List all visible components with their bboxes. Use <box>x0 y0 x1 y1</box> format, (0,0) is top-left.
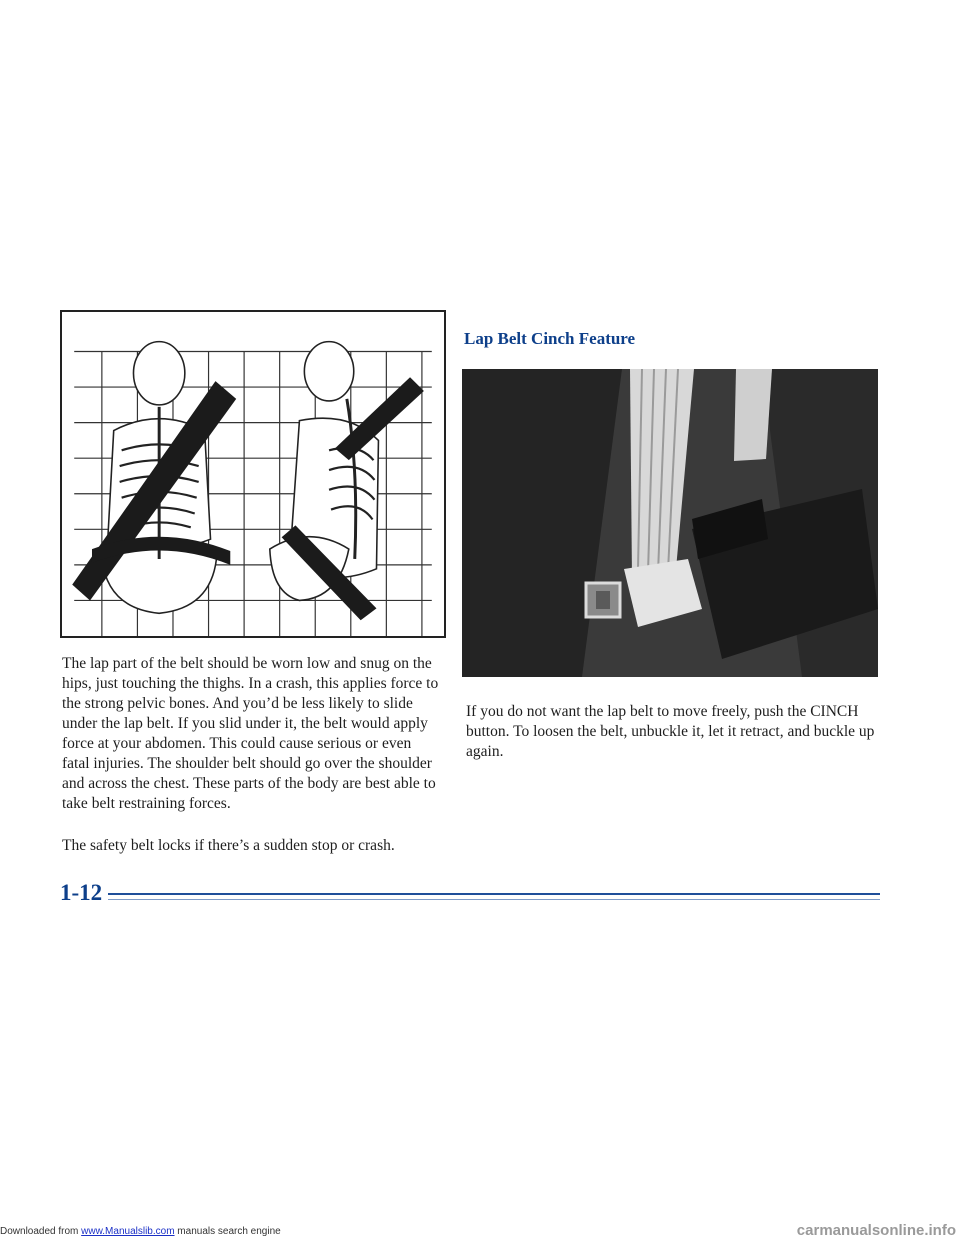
section-heading: Lap Belt Cinch Feature <box>464 329 636 348</box>
cinch-feature-paragraph: If you do not want the lap belt to move freely, push the CINCH button. To loosen the belt, unbuckle it, let it retract, and buckle up again. <box>466 703 875 760</box>
download-footer <box>0 1226 281 1237</box>
belt-buckle-photo <box>462 369 878 677</box>
buckle-photo-graphic <box>462 369 878 677</box>
skeleton-diagram <box>62 312 444 636</box>
page-rule-thin <box>108 899 880 900</box>
watermark: carmanualsonline.info <box>796 1222 956 1239</box>
page-rule <box>108 893 880 895</box>
page-number: 1-12 <box>60 880 103 905</box>
footer-suffix: manuals search engine <box>174 1226 281 1237</box>
skeleton-belt-illustration <box>60 310 446 638</box>
footer-prefix: Downloaded from <box>0 1226 82 1237</box>
belt-locks-paragraph: The safety belt locks if there’s a sudden stop or crash. <box>62 837 395 854</box>
manualslib-link[interactable]: www.Manualslib.com <box>81 1226 175 1237</box>
lap-belt-position-paragraph: The lap part of the belt should be worn low and snug on the hips, just touching the thighs. In a crash, this applies force to the strong pelvic bones. And you’d be less likely to slide under the lap belt. If you slid under it, the belt would apply force at your abdomen. This could cause serious or even fatal injuries. The shoulder belt should go over the shoulder and across the chest. These parts of the body are best able to take belt restraining forces. <box>62 655 439 812</box>
